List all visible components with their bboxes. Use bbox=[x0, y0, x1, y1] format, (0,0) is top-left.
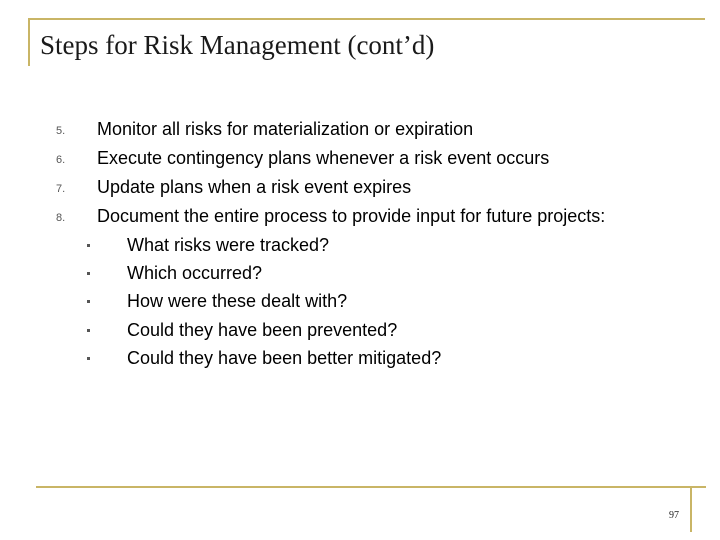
footer-right-rule bbox=[690, 486, 692, 532]
page-number: 97 bbox=[669, 510, 679, 521]
list-item-number: 7. bbox=[56, 183, 66, 195]
list-item-number: 5. bbox=[56, 125, 66, 137]
slide-title: Steps for Risk Management (cont’d) bbox=[40, 30, 435, 60]
bullet-icon bbox=[87, 272, 90, 275]
list-item-text: Update plans when a risk event expires bbox=[97, 177, 412, 197]
bullet-icon bbox=[87, 244, 90, 247]
list-item bbox=[0, 146, 720, 175]
sublist-item-text: What risks were tracked? bbox=[127, 235, 330, 255]
sublist-item-text: Which occurred? bbox=[127, 263, 263, 283]
sublist-item bbox=[0, 346, 720, 375]
sublist-item-text: Could they have been prevented? bbox=[127, 320, 398, 340]
footer-rule bbox=[36, 486, 706, 488]
sublist-item-text: Could they have been better mitigated? bbox=[127, 348, 442, 368]
list-item-number: 6. bbox=[56, 154, 66, 166]
bullet-icon bbox=[87, 357, 90, 360]
sublist-item bbox=[0, 233, 720, 262]
list-item-text: Document the entire process to provide input for future projects: bbox=[97, 206, 606, 226]
sublist-item bbox=[0, 289, 720, 318]
list-item-number: 8. bbox=[56, 212, 66, 224]
sublist-item bbox=[0, 261, 720, 290]
sublist-item bbox=[0, 318, 720, 347]
list-item bbox=[0, 117, 720, 146]
title-left-rule bbox=[28, 18, 30, 66]
list-item-text: Monitor all risks for materialization or expiration bbox=[97, 119, 474, 139]
list-item bbox=[0, 204, 720, 233]
title-top-rule bbox=[28, 18, 705, 20]
sublist-item-text: How were these dealt with? bbox=[127, 291, 348, 311]
bullet-icon bbox=[87, 300, 90, 303]
list-item-text: Execute contingency plans whenever a risk event occurs bbox=[97, 148, 550, 168]
list-item bbox=[0, 175, 720, 204]
bullet-icon bbox=[87, 329, 90, 332]
